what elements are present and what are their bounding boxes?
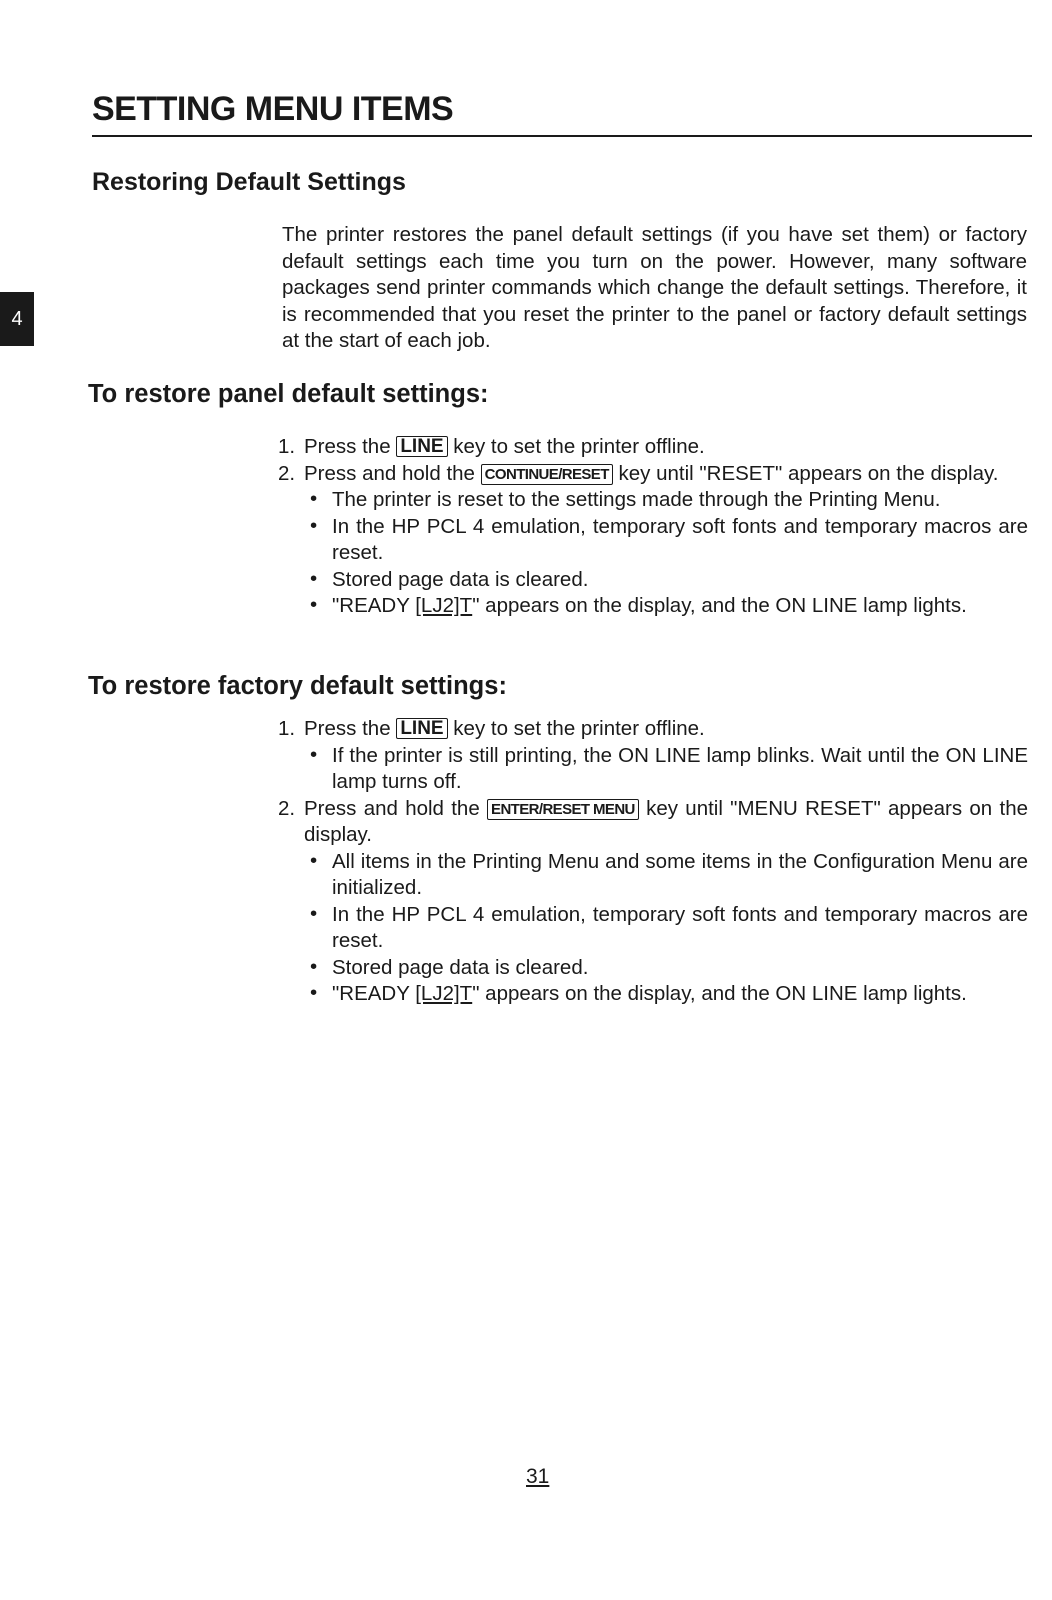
step-number: 1. — [278, 435, 296, 458]
factory-step-2 — [278, 796, 1028, 1008]
list-item: • "READY [LJ2]T" appears on the display, and the ON LINE lamp lights. — [310, 593, 967, 617]
bullet-dot: • — [310, 954, 318, 978]
factory-defaults-heading: To restore factory default settings: — [88, 672, 507, 700]
continue-reset-key: CONTINUE/RESET — [481, 464, 613, 485]
step-text: key to set the printer offline. — [453, 435, 705, 458]
section-heading: Restoring Default Settings — [92, 168, 406, 196]
step-text: Press the — [304, 717, 391, 740]
bullet-dot: • — [310, 487, 318, 510]
step-number: 1. — [278, 717, 296, 740]
page-title: SETTING MENU ITEMS — [92, 90, 454, 128]
bullet-dot: • — [310, 901, 318, 925]
list-item: • Stored page data is cleared. — [310, 954, 589, 979]
line-key: LINE — [396, 436, 447, 457]
step-text: Press the — [304, 435, 391, 458]
enter-reset-menu-key: ENTER/RESET MENU — [487, 799, 639, 820]
panel-defaults-heading: To restore panel default settings: — [88, 380, 489, 408]
factory-step-1-bullets — [304, 743, 1028, 796]
panel-steps-list — [278, 434, 1028, 620]
list-item: • In the HP PCL 4 emulation, temporary soft fonts and temporary macros are reset. — [310, 901, 1028, 952]
step-number: 2. — [278, 461, 296, 485]
display-code: [LJ2]T — [415, 594, 473, 617]
factory-steps-list — [278, 716, 1028, 1008]
step-text: Press and hold the — [304, 461, 475, 485]
step-text: key until "MENU RESET" appears on the display. — [304, 796, 1028, 846]
list-item: • The printer is reset to the settings made through the Printing Menu. — [310, 487, 941, 511]
list-item: • "READY [LJ2]T" appears on the display, and the ON LINE lamp lights. — [310, 981, 967, 1005]
factory-step-1 — [278, 716, 1028, 796]
step-text: Press and hold the — [304, 796, 480, 820]
bullet-dot: • — [310, 513, 318, 537]
bullet-dot: • — [310, 981, 318, 1004]
factory-step-2-bullets — [304, 849, 1028, 1008]
page-number: 31 — [526, 1465, 550, 1488]
panel-step-1 — [278, 434, 1028, 461]
step-text: key until "RESET" appears on the display. — [618, 461, 999, 485]
chapter-tab: 4 — [0, 292, 34, 346]
panel-step-2 — [278, 461, 1028, 620]
panel-step-2-bullets — [304, 487, 1028, 620]
intro-paragraph: The printer restores the panel default settings (if you have set them) or factory default settings each time you turn on the power. However, many software packages send printer commands which change the default settings. Therefore, it is recommended that you reset the printer to the panel or factory default settings at the start of each job. — [282, 223, 1027, 352]
bullet-dot: • — [310, 593, 318, 616]
bullet-dot: • — [310, 566, 318, 590]
step-number: 2. — [278, 796, 296, 820]
list-item: • All items in the Printing Menu and some items in the Configuration Menu are initialized. — [310, 848, 1028, 899]
list-item: • If the printer is still printing, the ON LINE lamp blinks. Wait until the ON LINE lamp turns off. — [310, 742, 1028, 793]
bullet-dot: • — [310, 742, 318, 766]
step-text: key to set the printer offline. — [453, 717, 705, 740]
line-key: LINE — [396, 718, 447, 739]
list-item: • Stored page data is cleared. — [310, 566, 589, 591]
list-item: • In the HP PCL 4 emulation, temporary soft fonts and temporary macros are reset. — [310, 513, 1028, 564]
title-rule — [92, 135, 1032, 137]
bullet-dot: • — [310, 848, 318, 872]
display-code: [LJ2]T — [415, 982, 473, 1005]
